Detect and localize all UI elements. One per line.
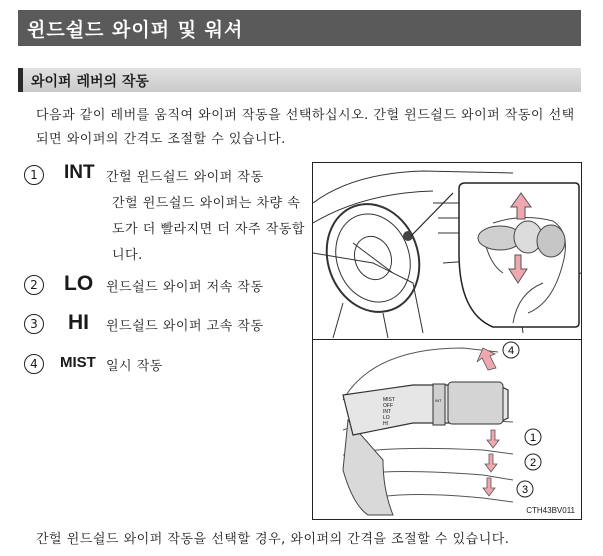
figure-code: CTH43BV011 <box>526 506 575 515</box>
footer-text: 간헐 윈드쉴드 와이퍼 작동을 선택할 경우, 와이퍼의 간격을 조절할 수 있습니다. <box>36 532 510 547</box>
lever-label-off: OFF <box>383 403 393 409</box>
mode-description: 윈드쉴드 와이퍼 고속 작동 <box>106 319 264 334</box>
lever-label-mist: MIST <box>383 397 395 403</box>
lever-label-int: INT <box>383 409 392 415</box>
callout-4: 4 <box>507 345 515 357</box>
number-circle: 4 <box>24 354 44 374</box>
int-note: 간헐 윈드쉴드 와이퍼는 차량 속도가 더 빨라지면 더 자주 작동합니다. <box>112 196 305 263</box>
mode-description: 윈드쉴드 와이퍼 저속 작동 <box>106 280 264 295</box>
callout-3: 3 <box>521 484 529 496</box>
number-circle: 1 <box>24 165 44 185</box>
knob-label: INT <box>435 398 442 403</box>
lever-label-lo: LO <box>383 415 390 421</box>
mode-description: 일시 작동 <box>106 359 163 374</box>
section-header <box>18 68 581 92</box>
wiper-lever-figure <box>312 162 582 520</box>
page-title-bar <box>18 10 581 46</box>
dashboard-illustration <box>313 163 581 338</box>
page-title: 윈드쉴드 와이퍼 및 워셔 <box>27 19 244 41</box>
mode-label: INT <box>64 162 95 183</box>
callout-1: 1 <box>529 432 537 444</box>
intro-text: 다음과 같이 레버를 움직여 와이퍼 작동을 선택하십시오. 간헐 윈드쉴드 와이퍼 작동이 선택되면 와이퍼의 간격도 조절할 수 있습니다. <box>36 108 575 147</box>
lever-label-hi: HI <box>383 421 388 427</box>
number-circle: 3 <box>24 314 44 334</box>
section-title: 와이퍼 레버의 작동 <box>31 74 149 90</box>
mode-label: MIST <box>60 354 96 371</box>
mode-label: LO <box>64 272 94 295</box>
callout-2: 2 <box>529 457 537 469</box>
mode-description: 간헐 윈드쉴드 와이퍼 작동 <box>106 170 264 185</box>
lever-closeup <box>313 340 581 520</box>
number-circle: 2 <box>24 275 44 295</box>
mode-label: HI <box>68 311 89 334</box>
